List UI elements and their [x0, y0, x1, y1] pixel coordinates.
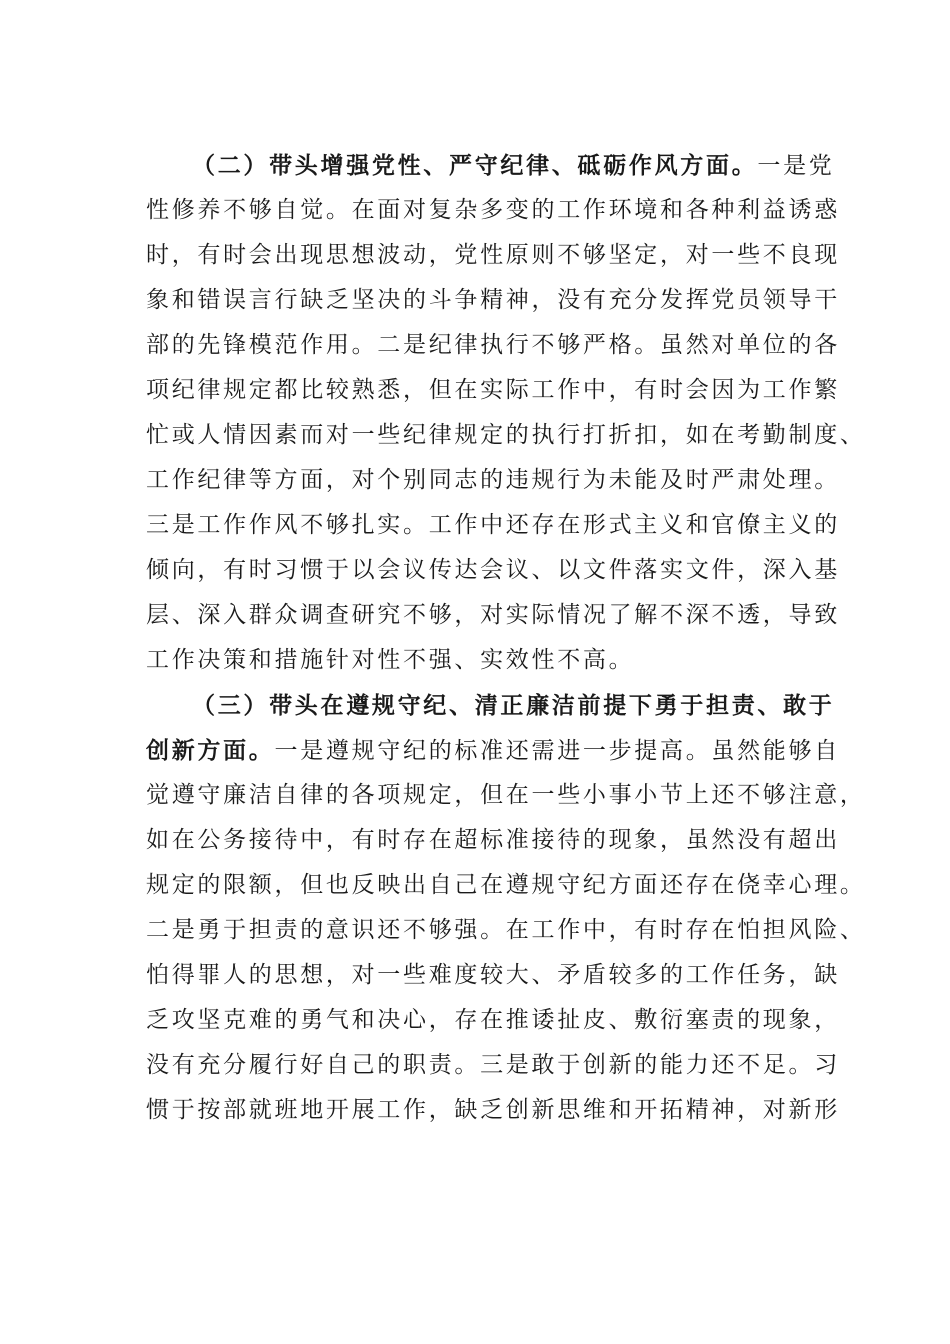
- paragraph-line: 工作决策和措施针对性不强、实效性不高。: [146, 647, 635, 673]
- paragraph-line: 乏攻坚克难的勇气和决心，存在推诿扯皮、敷衍塞责的现象，: [146, 1007, 840, 1033]
- paragraph-line: [146, 143, 836, 188]
- paragraph-line: 层、深入群众调查研究不够，对实际情况了解不深不透，导致: [146, 602, 840, 628]
- paragraph-line: 象和错误言行缺乏坚决的斗争精神，没有充分发挥党员领导干: [146, 287, 840, 313]
- paragraph-line: 怕得罪人的思想，对一些难度较大、矛盾较多的工作任务，缺: [146, 962, 840, 988]
- paragraph-line: 二是勇于担责的意识还不够强。在工作中，有时存在怕担风险、: [146, 917, 866, 943]
- paragraph-line: [146, 728, 840, 773]
- paragraph-section-three: [146, 683, 866, 1133]
- paragraph-line: 工作纪律等方面，对个别同志的违规行为未能及时严肃处理。: [146, 467, 840, 493]
- paragraph-line: [146, 683, 836, 728]
- paragraph-line: 规定的限额，但也反映出自己在遵规守纪方面还存在侥幸心理。: [146, 872, 866, 898]
- paragraph-line: 性修养不够自觉。在面对复杂多变的工作环境和各种利益诱惑: [146, 197, 840, 223]
- line-text: 一是遵规守纪的标准还需进一步提高。虽然能够自: [274, 738, 840, 764]
- paragraph-line: 忙或人情因素而对一些纪律规定的执行打折扣，如在考勤制度、: [146, 422, 866, 448]
- body-text: [146, 143, 866, 1133]
- paragraph-line: 如在公务接待中，有时存在超标准接待的现象，虽然没有超出: [146, 827, 840, 853]
- line-text: 一是党: [757, 153, 835, 179]
- paragraph-line: 时，有时会出现思想波动，党性原则不够坚定，对一些不良现: [146, 242, 840, 268]
- paragraph-line: 没有充分履行好自己的职责。三是敢于创新的能力还不足。习: [146, 1052, 840, 1078]
- section-heading: （三）带头在遵规守纪、清正廉洁前提下勇于担责、敢于: [192, 692, 835, 719]
- paragraph-line: 三是工作作风不够扎实。工作中还存在形式主义和官僚主义的: [146, 512, 840, 538]
- section-heading: 创新方面。: [146, 737, 275, 764]
- paragraph-section-two: [146, 143, 866, 683]
- paragraph-line: 项纪律规定都比较熟悉，但在实际工作中，有时会因为工作繁: [146, 377, 840, 403]
- paragraph-line: 部的先锋模范作用。二是纪律执行不够严格。虽然对单位的各: [146, 332, 840, 358]
- paragraph-line: 惯于按部就班地开展工作，缺乏创新思维和开拓精神，对新形: [146, 1097, 840, 1123]
- paragraph-line: 觉遵守廉洁自律的各项规定，但在一些小事小节上还不够注意，: [146, 782, 866, 808]
- paragraph-line: 倾向，有时习惯于以会议传达会议、以文件落实文件，深入基: [146, 557, 840, 583]
- section-heading: （二）带头增强党性、严守纪律、砥砺作风方面。: [192, 152, 758, 179]
